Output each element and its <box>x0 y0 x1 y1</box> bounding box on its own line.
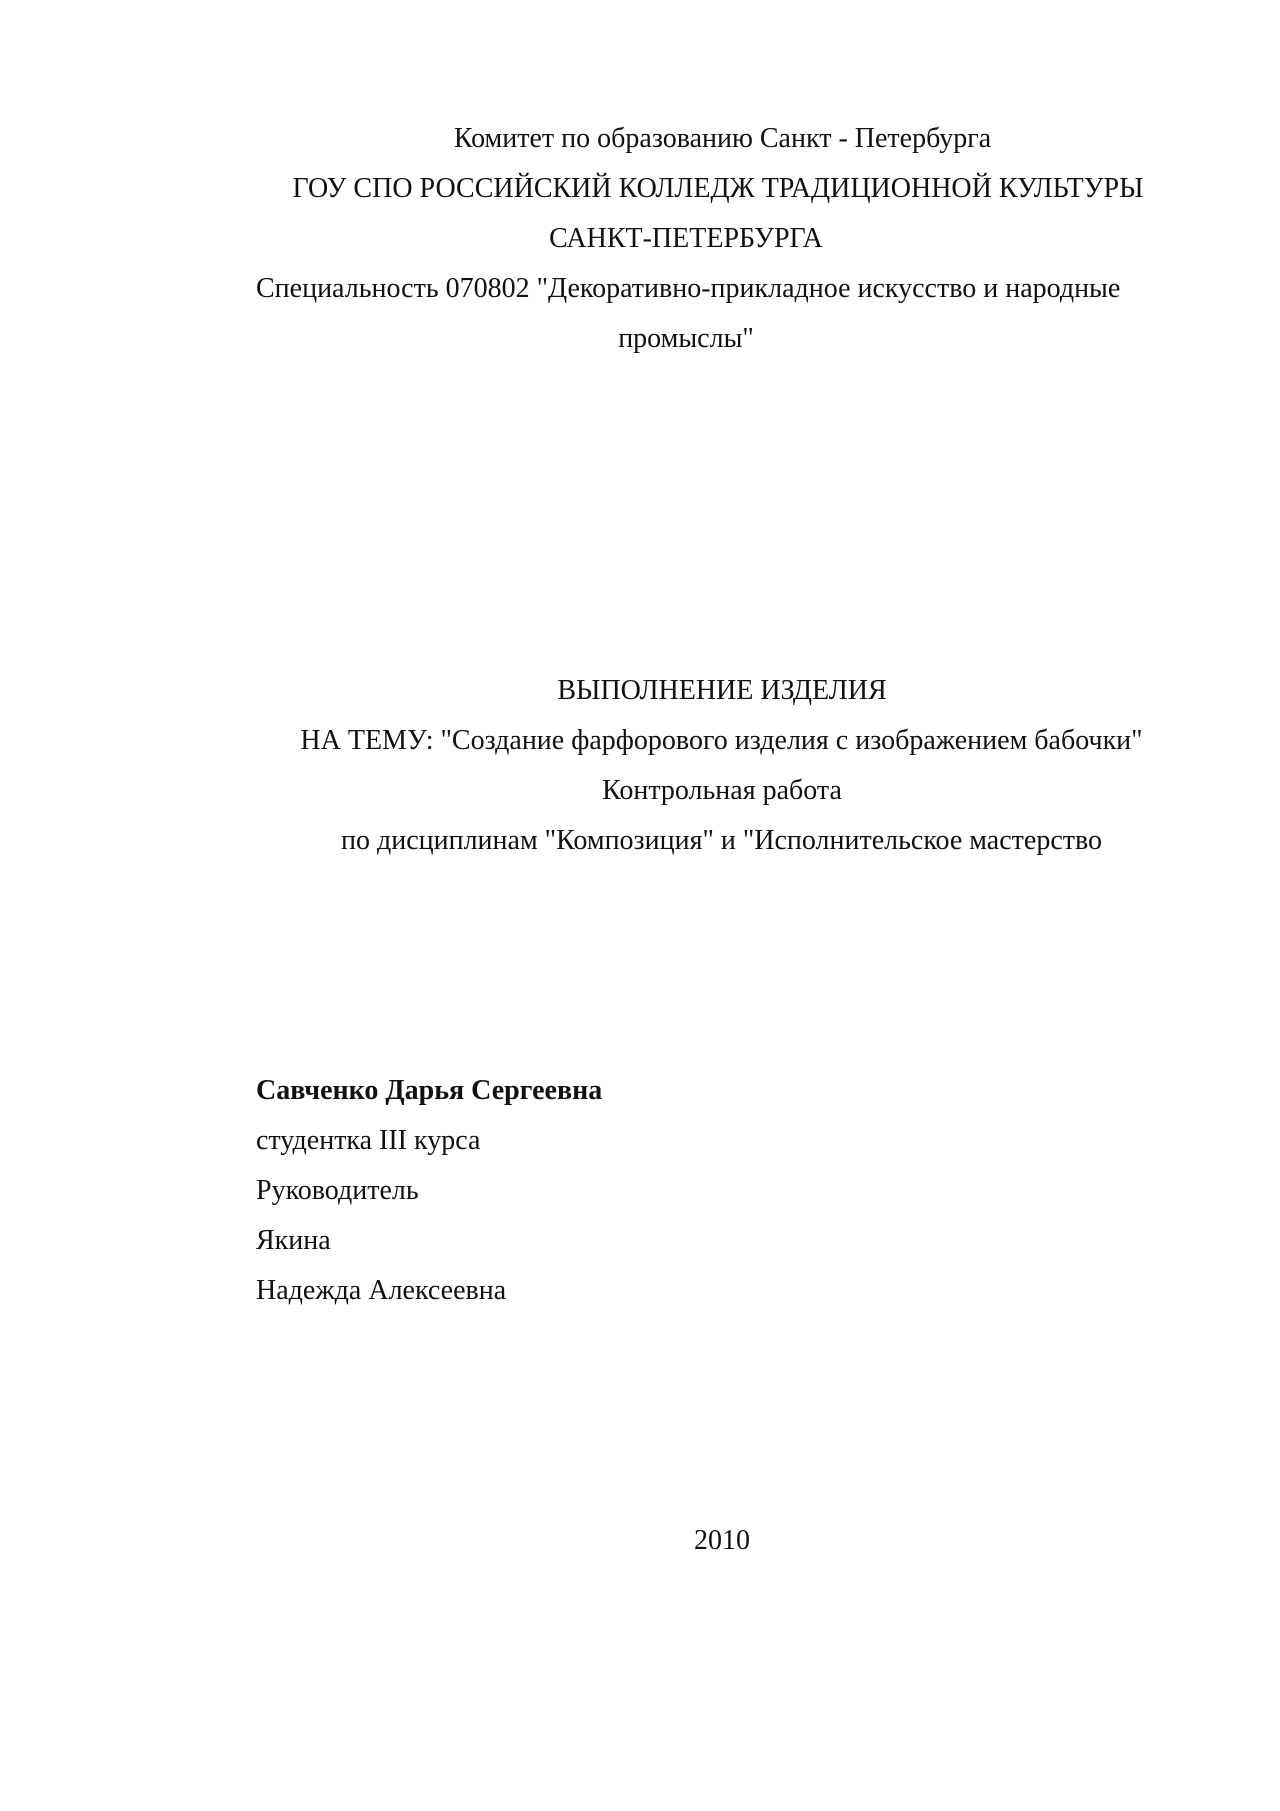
work-disciplines: по дисциплинам "Композиция" и "Исполнительское мастерство <box>340 825 1103 856</box>
specialty-line-continued: промыслы" <box>618 323 754 354</box>
supervisor-label: Руководитель <box>256 1175 419 1206</box>
work-type: Контрольная работа <box>602 775 842 806</box>
specialty-line: Специальность 070802 "Декоративно-прикладное искусство и народные <box>256 273 1121 304</box>
author-status: студентка III курса <box>256 1125 481 1156</box>
city-line: САНКТ-ПЕТЕРБУРГА <box>549 223 823 254</box>
supervisor-name: Надежда Алексеевна <box>256 1275 507 1306</box>
work-heading: ВЫПОЛНЕНИЕ ИЗДЕЛИЯ <box>557 675 887 706</box>
committee-line: Комитет по образованию Санкт - Петербурга <box>453 123 992 154</box>
supervisor-surname: Якина <box>256 1225 331 1256</box>
work-topic: НА ТЕМУ: "Создание фарфорового изделия с изображением бабочки" <box>300 725 1143 756</box>
author-name: Савченко Дарья Сергеевна <box>256 1075 603 1106</box>
year: 2010 <box>694 1525 750 1556</box>
college-line: ГОУ СПО РОССИЙСКИЙ КОЛЛЕДЖ ТРАДИЦИОННОЙ КУЛЬТУРЫ <box>292 173 1144 204</box>
